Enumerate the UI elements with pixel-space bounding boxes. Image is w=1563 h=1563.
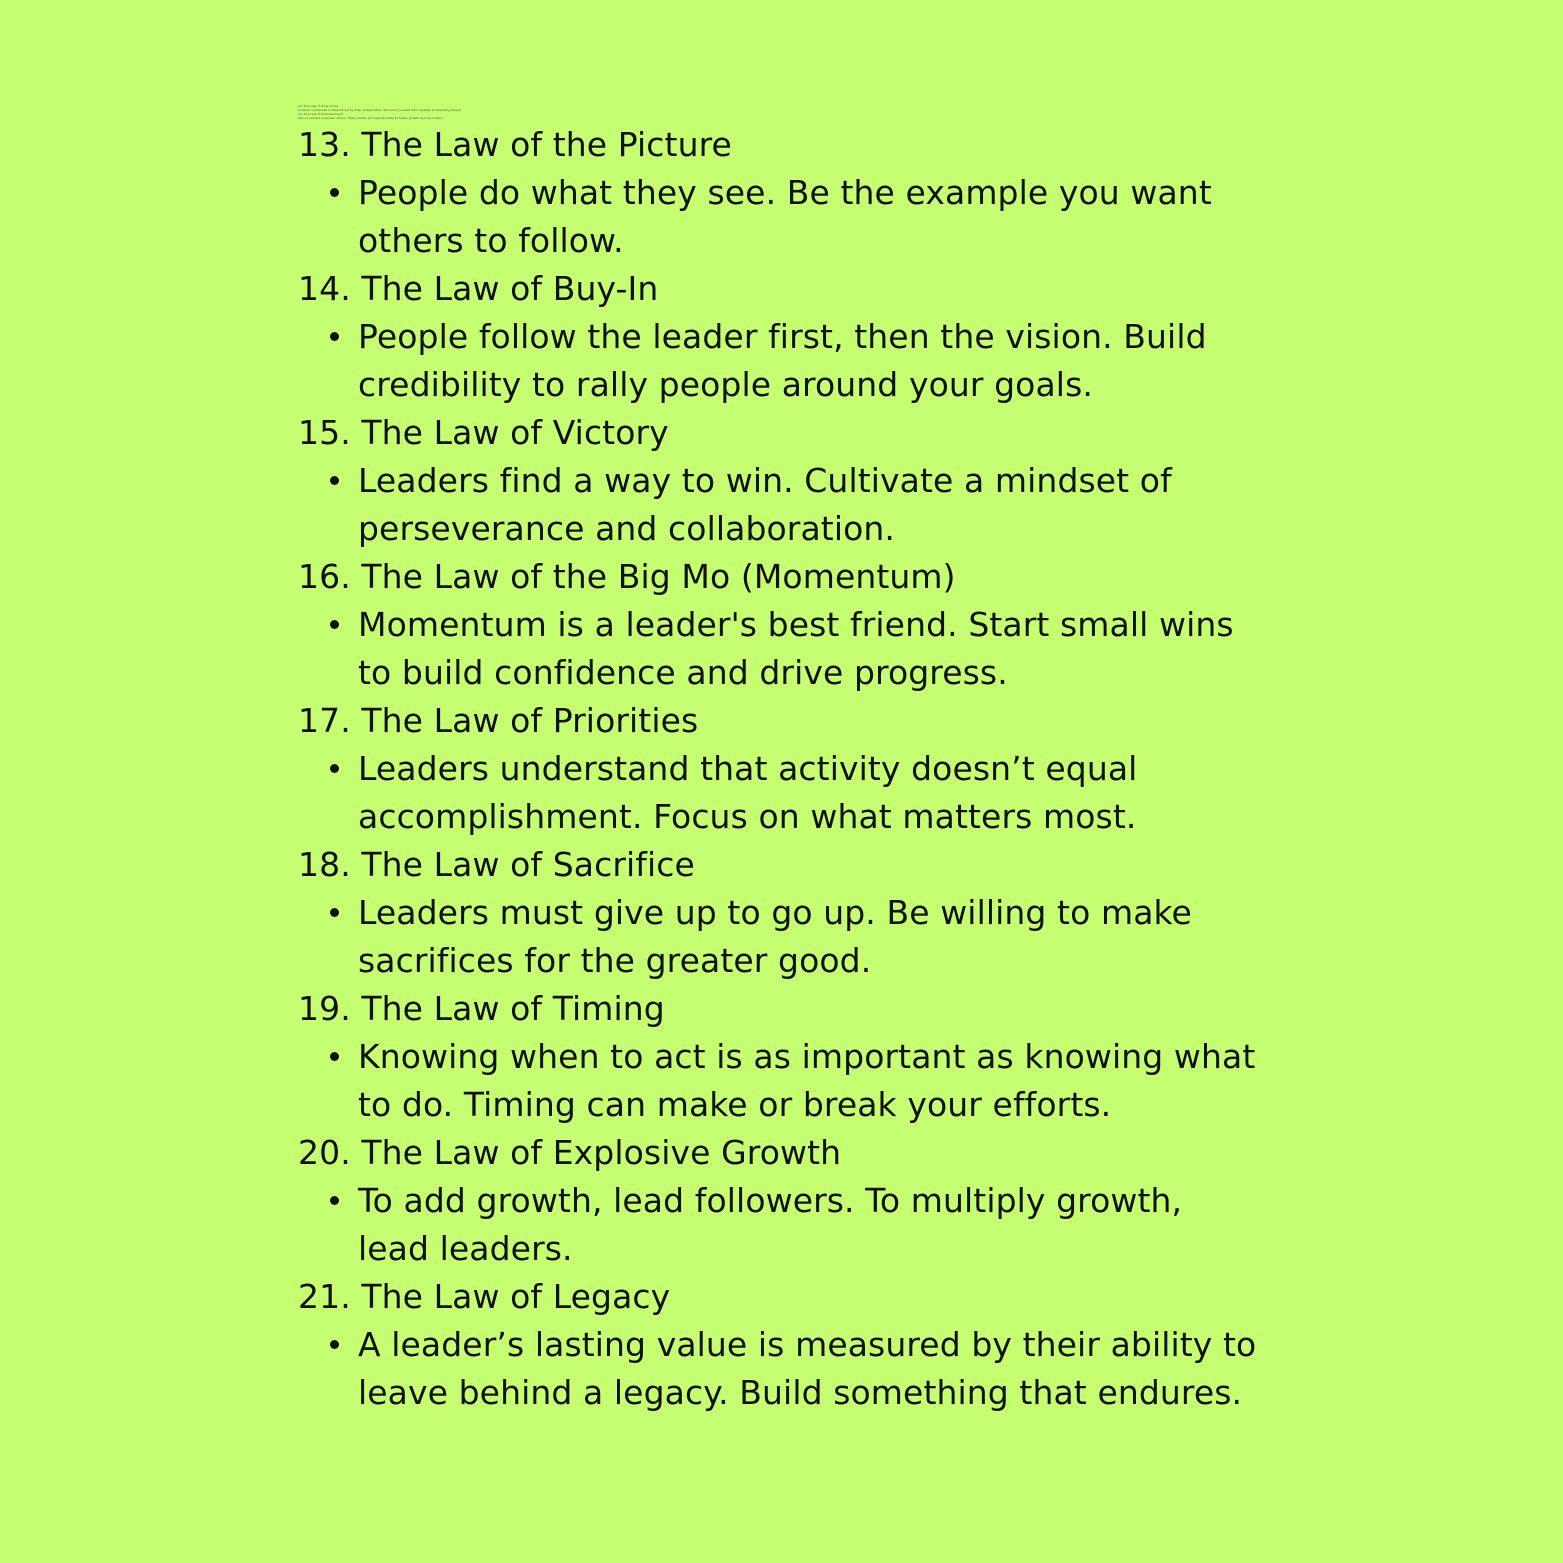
law-description-text: Leaders must give up to go up. Be willing to make sacrifices for the greater good. xyxy=(358,893,1192,980)
bullet-icon xyxy=(330,620,339,629)
law-description xyxy=(358,1177,1258,1273)
law-title: 14. The Law of Buy-In xyxy=(298,269,659,308)
law-title: 21. The Law of Legacy xyxy=(298,1277,671,1316)
law-17 xyxy=(298,697,1258,841)
bullet-icon xyxy=(330,908,339,917)
law-title: 19. The Law of Timing xyxy=(298,989,665,1028)
bullet-icon xyxy=(330,1340,339,1349)
law-description-text: Momentum is a leader's best friend. Start small wins to build confidence and drive progress. xyxy=(358,605,1234,692)
law-19 xyxy=(298,985,1258,1129)
law-description xyxy=(358,457,1258,553)
law-description-text: Leaders find a way to win. Cultivate a mindset of perseverance and collaboration. xyxy=(358,461,1172,548)
law-description xyxy=(358,169,1258,265)
bullet-icon xyxy=(330,332,339,341)
law-15 xyxy=(298,409,1258,553)
law-description-text: A leader’s lasting value is measured by their ability to leave behind a legacy. Build something that endures. xyxy=(358,1325,1257,1412)
law-description xyxy=(358,745,1258,841)
law-14 xyxy=(298,265,1258,409)
bullet-icon xyxy=(330,764,339,773)
law-18 xyxy=(298,841,1258,985)
law-description-text: Leaders understand that activity doesn’t equal accomplishment. Focus on what matters most. xyxy=(358,749,1138,836)
law-16 xyxy=(298,553,1258,697)
tiny-header-line: A leader's potential is determined by their closest allies. Surround yourself with capable, trustworthy people. xyxy=(298,108,462,112)
law-title: 16. The Law of the Big Mo (Momentum) xyxy=(298,557,956,596)
law-description xyxy=(358,601,1258,697)
law-21 xyxy=(298,1273,1258,1417)
bullet-icon xyxy=(330,476,339,485)
law-title: 20. The Law of Explosive Growth xyxy=(298,1133,842,1172)
bullet-icon xyxy=(330,1196,339,1205)
law-description xyxy=(358,889,1258,985)
law-description xyxy=(358,1321,1258,1417)
bullet-icon xyxy=(330,1052,339,1061)
tiny-header-line: 12. The Law of Empowerment xyxy=(298,112,343,116)
laws-list xyxy=(298,121,1258,1417)
law-title: 17. The Law of Priorities xyxy=(298,701,699,740)
law-13 xyxy=(298,121,1258,265)
bullet-icon xyxy=(330,188,339,197)
tiny-header-text xyxy=(298,104,558,120)
law-description-text: To add growth, lead followers. To multiply growth, lead leaders. xyxy=(358,1181,1183,1268)
law-20 xyxy=(298,1129,1258,1273)
law-title: 13. The Law of the Picture xyxy=(298,125,732,164)
law-description xyxy=(358,313,1258,409)
law-description xyxy=(358,1033,1258,1129)
law-description-text: Knowing when to act is as important as knowing what to do. Timing can make or break your efforts. xyxy=(358,1037,1256,1124)
law-description-text: People follow the leader first, then the vision. Build credibility to rally people around your goals. xyxy=(358,317,1207,404)
tiny-header-line: 12. The Law of Inner Circle xyxy=(298,104,339,108)
law-description-text: People do what they see. Be the example you want others to follow. xyxy=(358,173,1212,260)
law-title: 18. The Law of Sacrifice xyxy=(298,845,695,884)
law-title: 15. The Law of Victory xyxy=(298,413,669,452)
tiny-header-line: Secure leaders empower others. Share power and opportunities to foster growth and innovation. xyxy=(298,116,444,120)
